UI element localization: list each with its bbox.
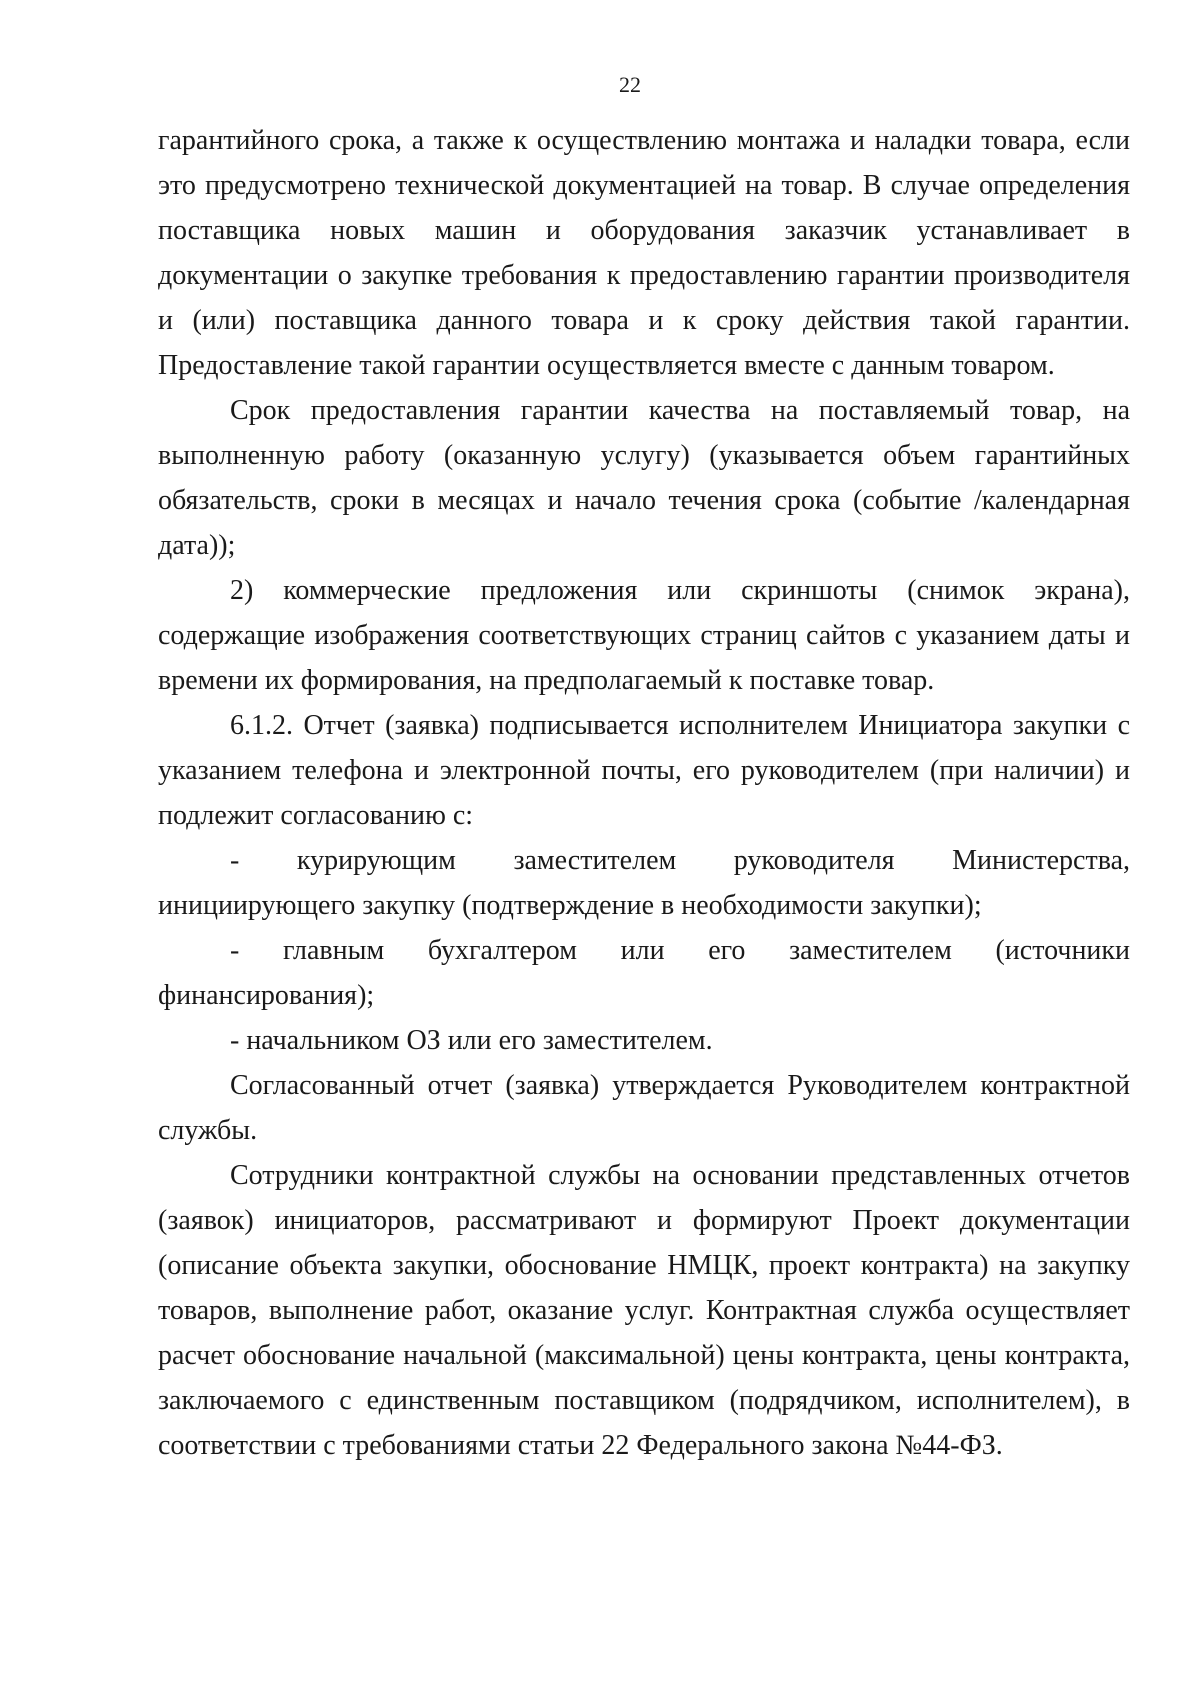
paragraph-report-signing: 6.1.2. Отчет (заявка) подписывается исполнителем Инициатора закупки с указанием телефона и электронной почты, его руководителем (при наличии) и подлежит согласованию с: (158, 710, 1130, 831)
paragraph-warranty-continuation: гарантийного срока, а также к осуществлению монтажа и наладки товара, если это предусмотрено технической документацией на товар. В случае определения поставщика новых машин и оборудования заказчик устанавливает в документации о закупке требования к предоставлению гарантии производителя и (или) поставщика данного товара и к сроку действия такой гарантии. Предоставление такой гарантии осуществляется вместе с данным товаром. (158, 125, 1130, 381)
list-item-deputy-head: - курирующим заместителем руководителя Министерства, инициирующего закупку (подтверждение в необходимости закупки); (158, 845, 1130, 921)
document-body (158, 118, 1130, 1468)
page-number: 22 (619, 72, 641, 97)
paragraph-approval: Согласованный отчет (заявка) утверждается Руководителем контрактной службы. (158, 1070, 1130, 1146)
paragraph-warranty-term: Срок предоставления гарантии качества на поставляемый товар, на выполненную работу (оказанную услугу) (указывается объем гарантийных обязательств, сроки в месяцах и начало течения срока (событие /календарная дата)); (158, 395, 1130, 561)
paragraph-commercial-offers: 2) коммерческие предложения или скриншоты (снимок экрана), содержащие изображения соответствующих страниц сайтов с указанием даты и времени их формирования, на предполагаемый к поставке товар. (158, 575, 1130, 696)
list-item-head-oz: - начальником ОЗ или его заместителем. (230, 1025, 713, 1056)
paragraph-contract-service: Сотрудники контрактной службы на основании представленных отчетов (заявок) инициаторов, рассматривают и формируют Проект документации (описание объекта закупки, обоснование НМЦК, проект контракта) на закупку товаров, выполнение работ, оказание услуг. Контрактная служба осуществляет расчет обоснование начальной (максимальной) цены контракта, цены контракта, заключаемого с единственным поставщиком (подрядчиком, исполнителем), в соответствии с требованиями статьи 22 Федерального закона №44-ФЗ. (158, 1160, 1130, 1461)
list-item-chief-accountant: - главным бухгалтером или его заместителем (источники финансирования); (158, 935, 1130, 1011)
